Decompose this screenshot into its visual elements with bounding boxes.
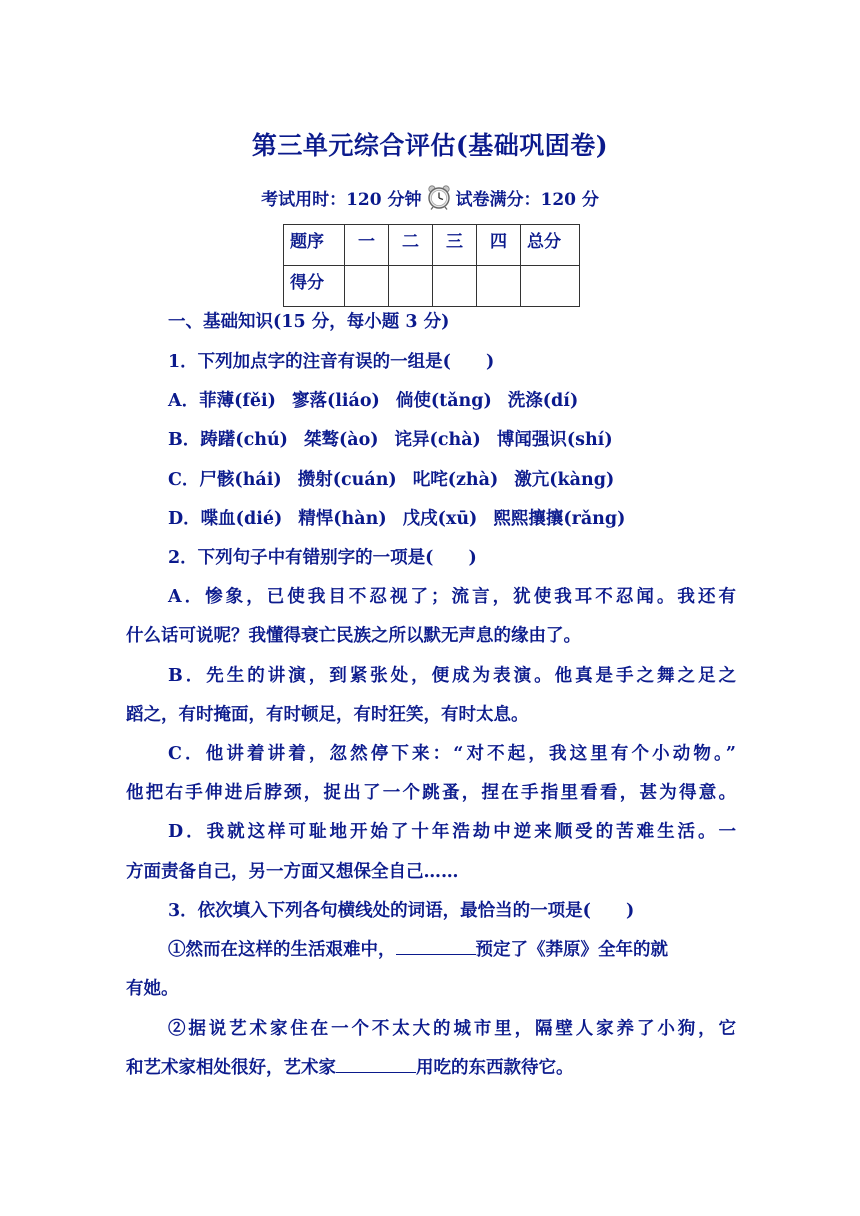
- option-b: [168, 426, 736, 451]
- option-item: 戊戌(xū): [402, 509, 478, 529]
- table-cell: 得分: [284, 266, 345, 307]
- exam-meta: [0, 184, 860, 210]
- option-item: 寥落(liáo): [291, 391, 380, 411]
- option-item: 桀骜(ào): [303, 430, 379, 450]
- option-item: 叱咤(zhà): [412, 470, 499, 490]
- exam-time: 考试用时：120 分钟: [261, 189, 422, 210]
- sentence-1-line1: [168, 936, 736, 961]
- sentence-2-line1: ②据说艺术家住在一个不太大的城市里，隔壁人家养了小狗，它: [168, 1019, 736, 1039]
- option-d-line1: D．我就这样可耻地开始了十年浩劫中逆来顺受的苦难生活。一: [168, 822, 736, 842]
- option-b-line2: 蹈之，有时掩面，有时顿足，有时狂笑，有时太息。: [126, 705, 529, 725]
- option-item: 博闻强识(shí): [496, 430, 613, 450]
- option-item: 诧异(chà): [394, 430, 481, 450]
- option-a-line2: 什么话可说呢？我懂得衰亡民族之所以默无声息的缘由了。: [126, 626, 581, 646]
- table-cell: 题序: [284, 225, 345, 266]
- option-item: 倘使(tǎng): [395, 391, 492, 411]
- score-cell[interactable]: [345, 266, 389, 307]
- sentence-text: ①然而在这样的生活艰难中，: [168, 940, 396, 960]
- table-cell: 三: [433, 225, 477, 266]
- option-item: 攒射(cuán): [297, 470, 397, 490]
- option-c-line1: C．他讲着讲着，忽然停下来：“对不起，我这里有个小动物。”: [168, 744, 736, 764]
- option-a-line1: A．惨象，已使我目不忍视了；流言，犹使我耳不忍闻。我还有: [168, 587, 736, 607]
- exam-full-score: 试卷满分：120 分: [455, 189, 599, 210]
- option-item: 精悍(hàn): [298, 509, 387, 529]
- page-title: 第三单元综合评估(基础巩固卷): [251, 131, 609, 160]
- option-item: 激亢(kàng): [514, 470, 615, 490]
- sentence-1-line2: 有她。: [126, 979, 179, 999]
- sentence-text: 用吃的东西款待它。: [416, 1058, 574, 1078]
- alarm-clock-icon: [426, 184, 452, 210]
- option-item: A．菲薄(fěi): [168, 391, 276, 411]
- table-row: [284, 266, 580, 307]
- option-c: [168, 466, 736, 491]
- option-c-line2: 他把右手伸进后脖颈，捉出了一个跳蚤，捏在手指里看看，甚为得意。: [126, 783, 736, 803]
- option-item: D．喋血(dié): [168, 509, 283, 529]
- option-b-line1: B．先生的讲演，到紧张处，便成为表演。他真是手之舞之足之: [168, 666, 736, 686]
- answer-blank[interactable]: [336, 1056, 416, 1073]
- option-d: [168, 505, 736, 530]
- table-cell: 四: [477, 225, 521, 266]
- option-item: 熙熙攘攘(rǎng): [493, 509, 626, 529]
- question-stem: 1．下列加点字的注音有误的一组是( ): [168, 352, 495, 372]
- option-d-line2: 方面责备自己，另一方面又想保全自己……: [126, 862, 459, 882]
- score-cell[interactable]: [389, 266, 433, 307]
- table-row: [284, 225, 580, 266]
- option-item: 洗涤(dí): [507, 391, 579, 411]
- table-cell: 总分: [521, 225, 580, 266]
- sentence-text: 和艺术家相处很好，艺术家: [126, 1058, 336, 1078]
- option-item: C．尸骸(hái): [168, 470, 282, 490]
- answer-blank[interactable]: [396, 938, 476, 955]
- sentence-2-line2: [126, 1054, 736, 1079]
- question-stem: 2．下列句子中有错别字的一项是( ): [168, 548, 477, 568]
- option-item: B．踌躇(chú): [168, 430, 288, 450]
- option-a: [168, 387, 736, 412]
- table-cell: 一: [345, 225, 389, 266]
- score-table: [283, 224, 580, 307]
- score-cell[interactable]: [433, 266, 477, 307]
- score-cell[interactable]: [521, 266, 580, 307]
- sentence-text: 预定了《莽原》全年的就: [475, 940, 668, 960]
- section-heading: 一、基础知识(15 分，每小题 3 分): [168, 312, 450, 332]
- score-cell[interactable]: [477, 266, 521, 307]
- table-cell: 二: [389, 225, 433, 266]
- question-stem: 3．依次填入下列各句横线处的词语，最恰当的一项是( ): [168, 901, 635, 921]
